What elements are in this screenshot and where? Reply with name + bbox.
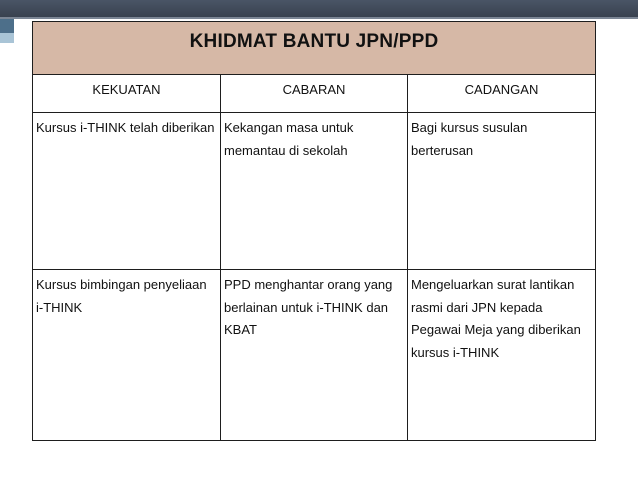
header-cell-cadangan [408, 75, 596, 113]
khidmat-bantu-table [32, 21, 596, 441]
header-label: KEKUATAN [92, 82, 161, 97]
header-cell-cabaran [221, 75, 408, 113]
cell-text: Kursus bimbingan penyeliaan i-THINK [36, 277, 207, 315]
cell-text: Kekangan masa untuk memantau di sekolah [224, 120, 354, 158]
slide-top-accent-line [0, 17, 638, 19]
table-row [33, 113, 596, 270]
table-header-row [33, 75, 596, 113]
slide-corner-accent [0, 19, 14, 33]
header-label: CADANGAN [464, 82, 539, 97]
table-cell [221, 270, 408, 441]
cell-text: PPD menghantar orang yang berlainan untuk i-THINK dan KBAT [224, 277, 393, 337]
cell-text: Bagi kursus susulan berterusan [411, 120, 528, 158]
table-title-row [33, 22, 596, 75]
header-label: CABARAN [282, 82, 346, 97]
table-cell [221, 113, 408, 270]
table-cell [33, 113, 221, 270]
table-cell [33, 270, 221, 441]
cell-text: Kursus i-THINK telah diberikan [36, 120, 215, 135]
table-row [33, 270, 596, 441]
slide-corner-accent-light [0, 33, 14, 43]
header-cell-kekuatan [33, 75, 221, 113]
table-title: KHIDMAT BANTU JPN/PPD [189, 31, 439, 52]
table-cell [408, 113, 596, 270]
cell-text: Mengeluarkan surat lantikan rasmi dari JPN kepada Pegawai Meja yang diberikan kursus i-THINK [411, 277, 581, 360]
table-cell [408, 270, 596, 441]
slide-top-band [0, 0, 638, 17]
table-title-cell [33, 22, 596, 75]
